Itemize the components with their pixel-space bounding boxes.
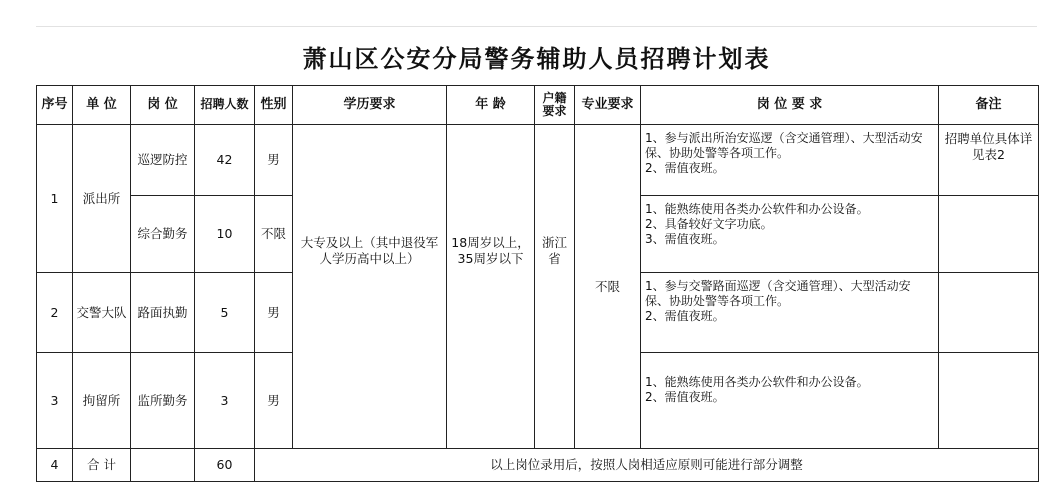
unit-cell: 派出所 [73, 125, 131, 273]
total-row [37, 449, 1039, 482]
count-cell: 42 [195, 125, 255, 196]
total-seq-cell: 4 [37, 449, 73, 482]
count-cell: 10 [195, 196, 255, 273]
table-row [37, 125, 1039, 196]
position-cell: 监所勤务 [131, 353, 195, 449]
education-cell: 大专及以上（其中退役军人学历高中以上） [293, 125, 447, 449]
duties-cell: 1、能熟练使用各类办公软件和办公设备。 2、具备较好文字功底。 3、需值夜班。 [641, 196, 939, 273]
header-major: 专业要求 [575, 86, 641, 125]
seq-cell: 1 [37, 125, 73, 273]
total-label-cell: 合 计 [73, 449, 131, 482]
remark-cell [939, 353, 1039, 449]
header-row [37, 86, 1039, 125]
header-position: 岗 位 [131, 86, 195, 125]
duties-cell: 1、参与派出所治安巡逻（含交通管理）、大型活动安保、协助处警等各项工作。 2、需值夜班。 [641, 125, 939, 196]
header-gender: 性别 [255, 86, 293, 125]
gender-cell: 男 [255, 353, 293, 449]
position-cell: 巡逻防控 [131, 125, 195, 196]
remark-cell: 招聘单位具体详见表2 [939, 125, 1039, 196]
gender-cell: 男 [255, 125, 293, 196]
total-empty-cell [131, 449, 195, 482]
major-cell: 不限 [575, 125, 641, 449]
seq-cell: 3 [37, 353, 73, 449]
position-cell: 路面执勤 [131, 273, 195, 353]
duties-cell: 1、参与交警路面巡逻（含交通管理）、大型活动安保、协助处警等各项工作。 2、需值夜班。 [641, 273, 939, 353]
page-title: 萧山区公安分局警务辅助人员招聘计划表 [302, 43, 771, 73]
header-education: 学历要求 [293, 86, 447, 125]
position-cell: 综合勤务 [131, 196, 195, 273]
gender-cell: 男 [255, 273, 293, 353]
total-count-cell: 60 [195, 449, 255, 482]
duties-cell: 1、能熟练使用各类办公软件和办公设备。 2、需值夜班。 [641, 353, 939, 449]
remark-cell [939, 196, 1039, 273]
unit-cell: 拘留所 [73, 353, 131, 449]
header-unit: 单 位 [73, 86, 131, 125]
unit-cell: 交警大队 [73, 273, 131, 353]
header-duties: 岗 位 要 求 [641, 86, 939, 125]
header-remark: 备注 [939, 86, 1039, 125]
header-count: 招聘人数 [195, 86, 255, 125]
count-cell: 5 [195, 273, 255, 353]
remark-cell [939, 273, 1039, 353]
age-cell: 18周岁以上，35周岁以下 [447, 125, 535, 449]
recruitment-plan-sheet [36, 26, 1037, 473]
count-cell: 3 [195, 353, 255, 449]
header-hukou: 户籍要求 [535, 86, 575, 125]
recruitment-table [36, 85, 1039, 482]
header-age: 年 龄 [447, 86, 535, 125]
seq-cell: 2 [37, 273, 73, 353]
total-note-cell: 以上岗位录用后，按照人岗相适应原则可能进行部分调整 [255, 449, 1039, 482]
hukou-cell: 浙江省 [535, 125, 575, 449]
gender-cell: 不限 [255, 196, 293, 273]
header-seq: 序号 [37, 86, 73, 125]
